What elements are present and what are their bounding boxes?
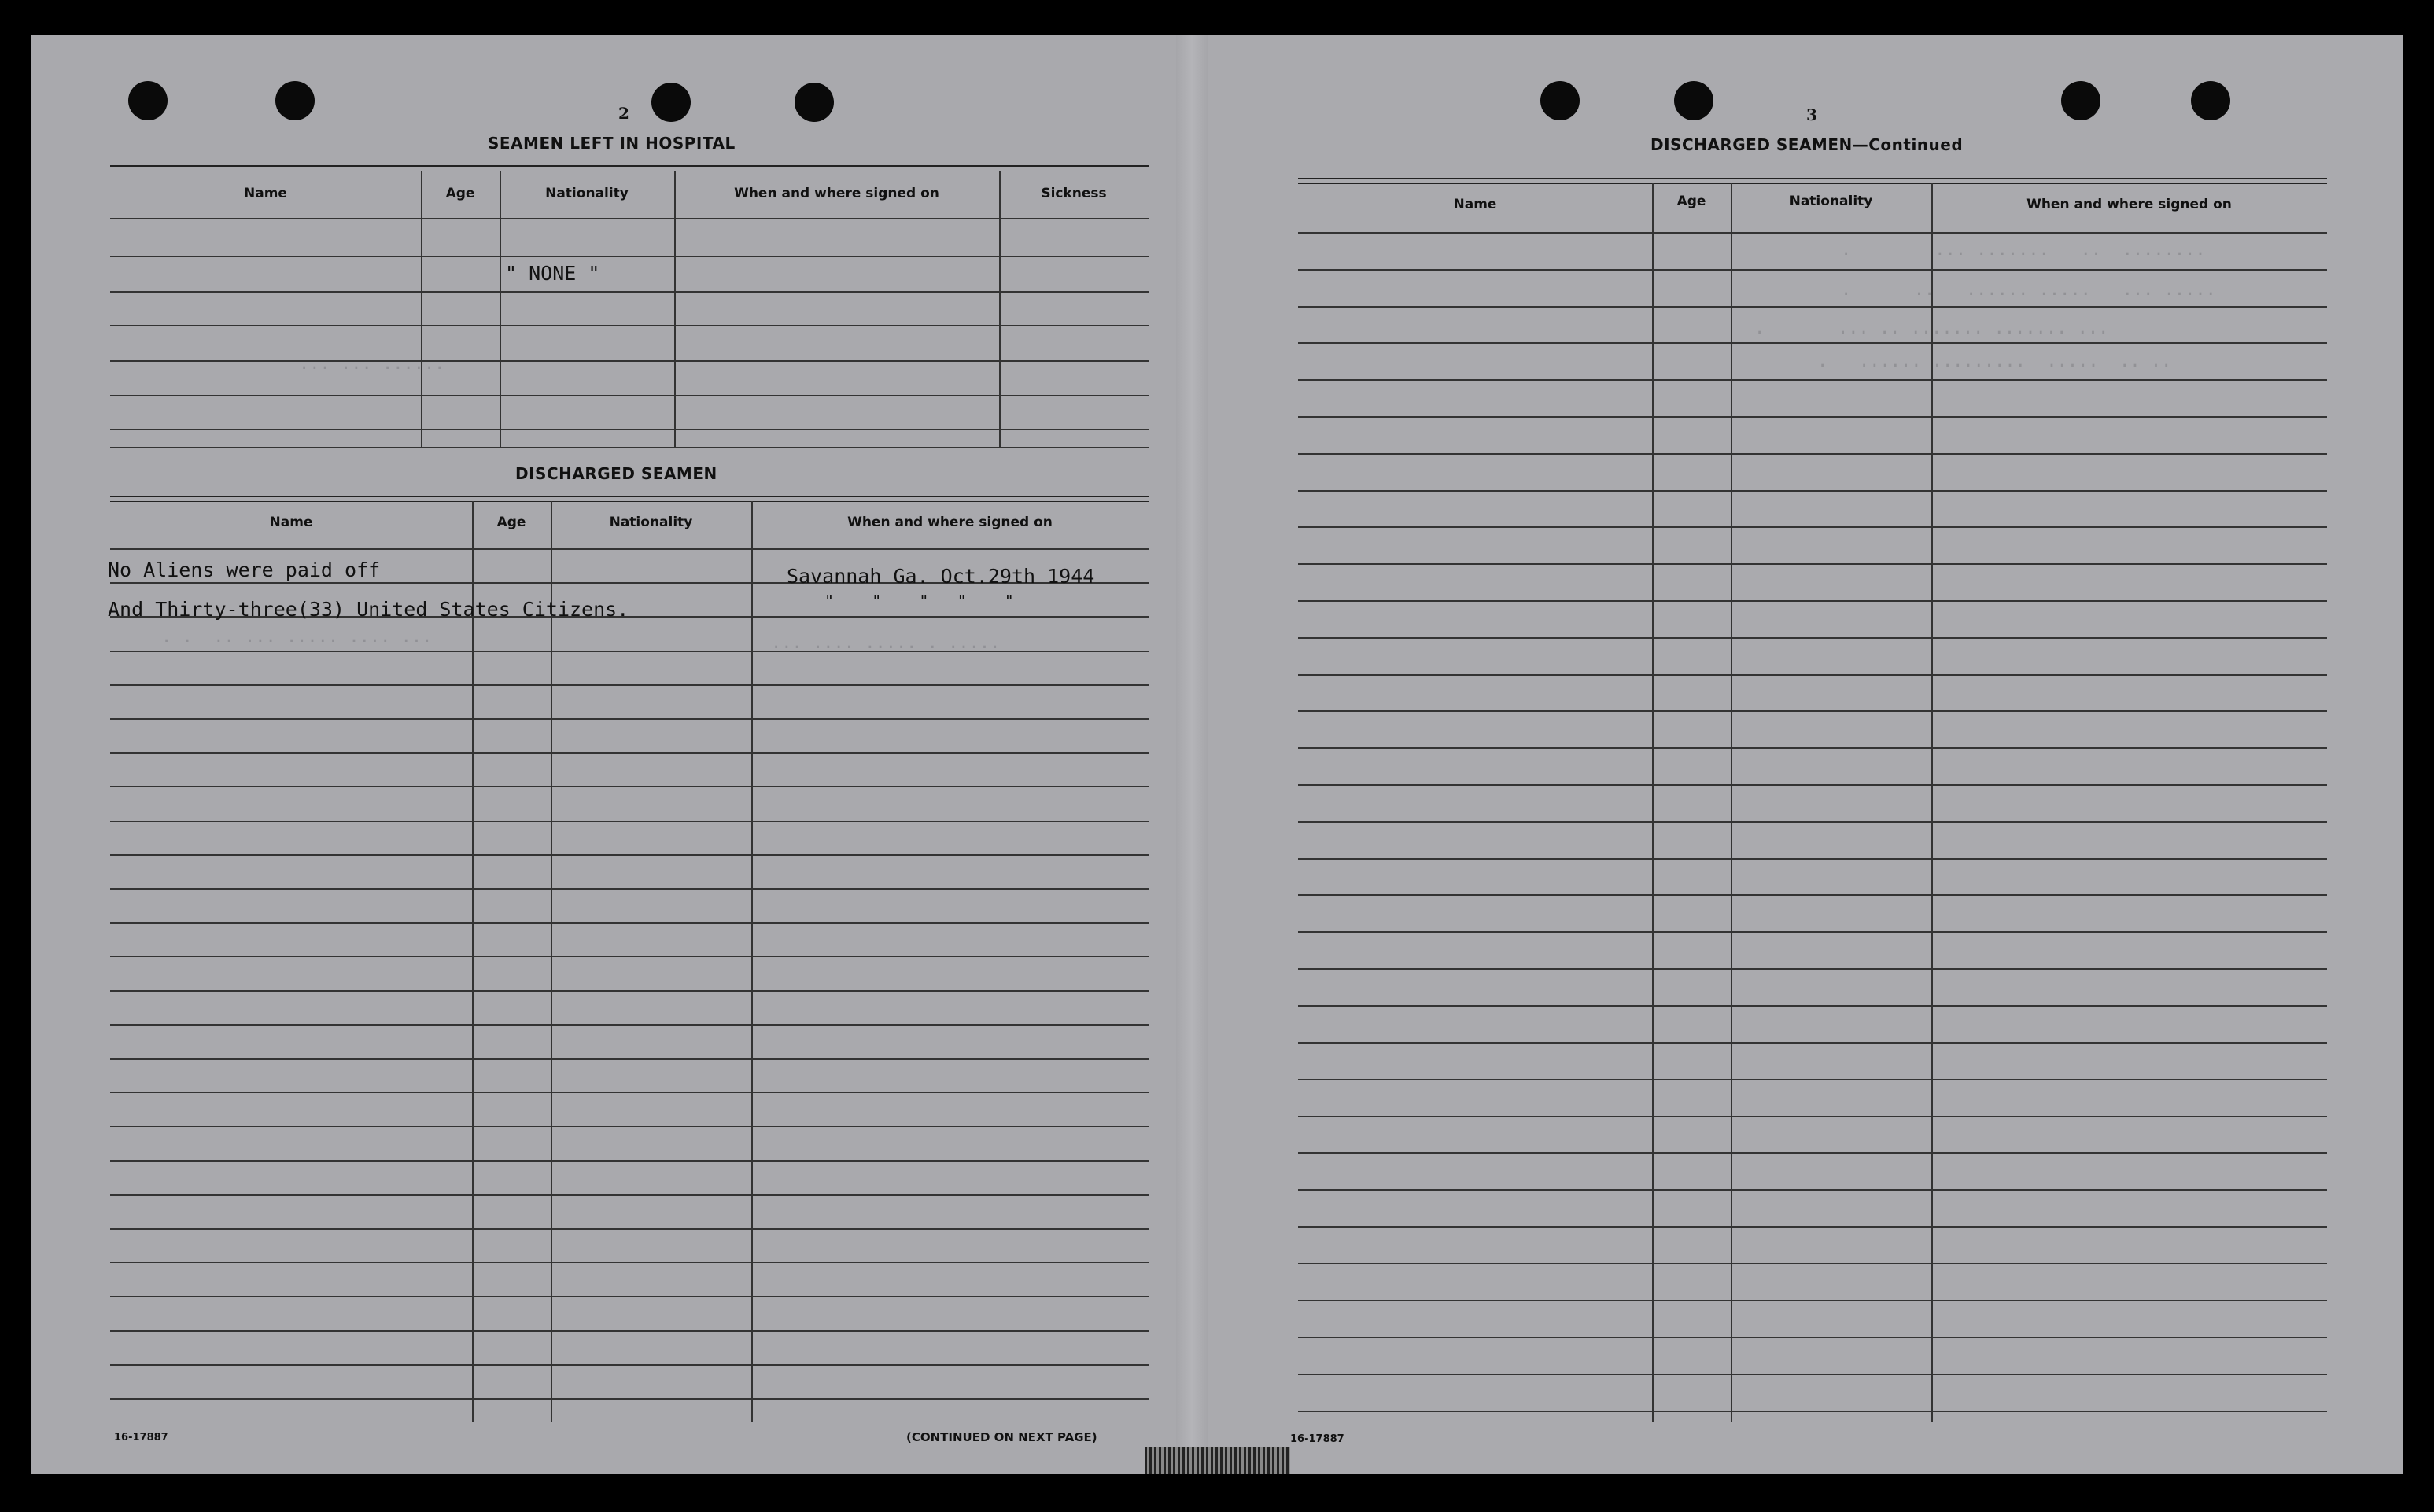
ditto-marks: " " " " " [824,592,1014,610]
punch-hole [1540,81,1580,120]
bleed-through: . . .. ... ..... .... ... [161,627,433,647]
col-rule [551,501,552,1422]
row-rule [110,888,1149,890]
col-rule [751,501,753,1422]
form-number: 16-17887 [1290,1433,1344,1445]
row-rule [1298,674,2327,676]
col-signed-on: When and where signed on [734,186,939,201]
row-rule [1298,379,2327,381]
col-age: Age [1676,194,1706,209]
binding-stamp [1145,1447,1290,1474]
row-rule [1298,894,2327,896]
col-rule [1731,183,1732,1422]
col-rule [421,171,422,448]
row-rule [1298,306,2327,308]
row-rule [110,956,1149,957]
punch-hole [795,83,834,122]
form-number: 16-17887 [114,1432,168,1444]
bleed-through: . .. ...... ..... ... ..... [1841,280,2216,300]
left-page [31,35,1188,1474]
col-sickness: Sickness [1041,186,1107,201]
row-rule [1298,710,2327,712]
row-rule [110,548,1149,550]
row-rule [110,218,1149,219]
row-rule [110,684,1149,686]
col-rule [472,501,474,1422]
row-rule [110,291,1149,293]
right-page [1188,35,2403,1474]
row-rule [110,786,1149,787]
col-rule [999,171,1001,448]
col-signed-on: When and where signed on [2026,197,2232,212]
divider [1298,178,2327,179]
hospital-title: SEAMEN LEFT IN HOSPITAL [488,134,736,153]
col-signed-on: When and where signed on [847,514,1053,530]
row-rule [1298,1411,2327,1412]
punch-hole [651,83,691,122]
row-rule [110,1330,1149,1332]
row-rule [110,1058,1149,1060]
row-rule [1298,1226,2327,1228]
bleed-through: . ...... ......... ..... .. .. [1817,352,2172,371]
row-rule [1298,968,2327,970]
bleed-through: ... ... ...... [299,354,445,374]
col-rule [1652,183,1654,1422]
discharged-title: DISCHARGED SEAMEN [515,464,717,483]
punch-hole [2061,81,2100,120]
punch-hole [1674,81,1713,120]
row-rule [1298,1116,2327,1117]
row-rule [1298,637,2327,639]
discharge-line-2: And Thirty-three(33) United States Citizens. [108,598,629,621]
divider [110,501,1149,502]
row-rule [110,1228,1149,1230]
discharged-continued-title: DISCHARGED SEAMEN—Continued [1650,135,1964,154]
row-rule [110,1364,1149,1366]
page-number: 2 [618,104,629,123]
row-rule [110,854,1149,856]
col-name: Name [269,514,313,530]
row-rule [110,1398,1149,1400]
row-rule [1298,1374,2327,1375]
row-rule [110,752,1149,754]
row-rule [110,1126,1149,1127]
col-nationality: Nationality [1789,194,1873,209]
row-rule [1298,858,2327,860]
col-rule [500,171,501,448]
row-rule [110,1024,1149,1026]
row-rule [110,922,1149,924]
row-rule [1298,747,2327,749]
divider [1298,183,2327,184]
bleed-through: ... .... ..... . ..... [771,633,1001,653]
col-age: Age [496,514,526,530]
row-rule [1298,526,2327,528]
col-name: Name [244,186,287,201]
row-rule [110,447,1149,448]
bleed-through: . ... .. ....... ....... ... [1754,319,2109,338]
punch-hole [275,81,315,120]
row-rule [1298,1005,2327,1007]
row-rule [110,256,1149,257]
bleed-through: . ... ....... .. ........ [1841,240,2206,260]
discharge-line-1: No Aliens were paid off [108,559,381,581]
row-rule [110,1092,1149,1093]
signed-on-entry: Savannah Ga. Oct.29th 1944 [787,565,1095,588]
col-age: Age [445,186,475,201]
row-rule [1298,269,2327,271]
row-rule [1298,1263,2327,1264]
col-nationality: Nationality [609,514,693,530]
row-rule [110,1262,1149,1263]
punch-hole [128,81,168,120]
row-rule [110,429,1149,430]
row-rule [1298,1079,2327,1080]
row-rule [110,325,1149,326]
row-rule [1298,1300,2327,1301]
row-rule [1298,1152,2327,1154]
row-rule [1298,453,2327,455]
row-rule [110,395,1149,396]
row-rule [1298,563,2327,565]
row-rule [110,718,1149,720]
row-rule [1298,821,2327,823]
row-rule [1298,1189,2327,1191]
col-name: Name [1453,197,1497,212]
row-rule [1298,342,2327,344]
row-rule [110,1160,1149,1162]
row-rule [110,821,1149,822]
col-nationality: Nationality [545,186,629,201]
row-rule [1298,784,2327,786]
punch-hole [2191,81,2230,120]
row-rule [1298,416,2327,418]
col-rule [674,171,676,448]
row-rule [110,1194,1149,1196]
row-rule [1298,1337,2327,1338]
row-rule [1298,232,2327,234]
page-number: 3 [1806,105,1817,124]
row-rule [110,990,1149,992]
row-rule [1298,1042,2327,1044]
binding-spine [1176,35,1208,1474]
row-rule [1298,931,2327,933]
row-rule [1298,600,2327,602]
row-rule [110,1296,1149,1297]
row-rule [110,360,1149,362]
divider [110,165,1149,167]
hospital-entry: " NONE " [505,262,600,285]
row-rule [1298,490,2327,492]
divider [110,496,1149,497]
continued-note: (CONTINUED ON NEXT PAGE) [906,1430,1097,1444]
